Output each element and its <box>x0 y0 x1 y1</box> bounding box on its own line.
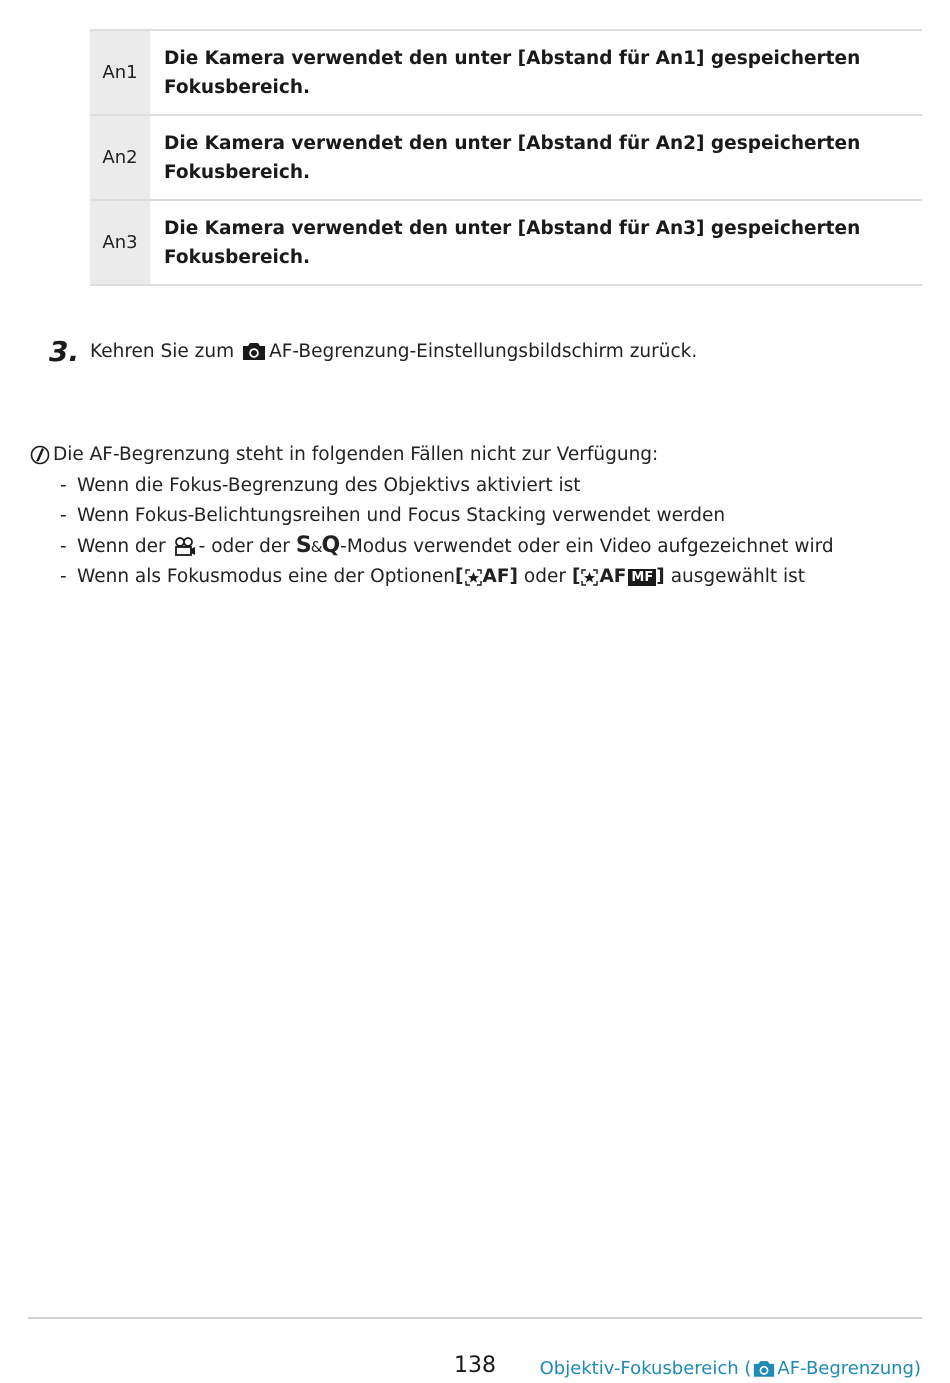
mf-badge: MF <box>628 569 656 586</box>
footer-title-before: Objektiv-Fokusbereich ( <box>539 1358 752 1379</box>
note-heading <box>30 440 930 471</box>
step-text-after: AF-Begrenzung-Einstellungsbildschirm zurück. <box>269 340 698 362</box>
note-list <box>30 471 930 593</box>
list-dash: - <box>60 535 67 557</box>
table-value: Die Kamera verwendet den unter [Abstand für An1] gespeicherten Fokusbereich. <box>150 30 922 115</box>
list-item <box>60 501 930 532</box>
list-item-text: Wenn als Fokusmodus eine der Optionen <box>77 566 456 587</box>
list-item <box>60 471 930 502</box>
list-item-text: ausgewählt ist <box>670 566 806 587</box>
starry-af-option: [ AF] <box>455 566 518 587</box>
camera-icon <box>752 1359 776 1378</box>
step-text <box>90 341 697 362</box>
list-item-text: Wenn der <box>77 535 166 557</box>
note-block <box>30 440 930 593</box>
star-icon <box>465 569 482 586</box>
list-item <box>60 532 930 563</box>
list-item-text: -Modus verwendet oder ein Video aufgezeichnet wird <box>340 535 834 557</box>
step-3 <box>49 333 697 369</box>
page-number: 138 <box>454 1353 496 1378</box>
table-key: An1 <box>90 30 150 115</box>
list-dash: - <box>60 566 67 587</box>
table-value: Die Kamera verwendet den unter [Abstand für An3] gespeicherten Fokusbereich. <box>150 200 922 285</box>
camera-icon <box>241 341 267 361</box>
table-key: An3 <box>90 200 150 285</box>
list-item-text: Wenn die Fokus-Begrenzung des Objektivs aktiviert ist <box>77 474 581 496</box>
list-item-text: Wenn Fokus-Belichtungsreihen und Focus Stacking verwendet werden <box>77 505 726 526</box>
slow-quick-mode-icon: S&Q <box>295 533 340 558</box>
step-text-before: Kehren Sie zum <box>90 340 235 362</box>
footer-section-link[interactable] <box>540 1358 921 1379</box>
list-dash: - <box>60 474 67 496</box>
footer-divider <box>28 1317 922 1319</box>
caution-icon <box>30 445 50 465</box>
table-row <box>90 30 922 115</box>
list-item-text: oder <box>523 566 566 587</box>
table-key: An2 <box>90 115 150 200</box>
step-number: 3. <box>49 334 80 368</box>
table-row <box>90 115 922 200</box>
table-row <box>90 200 922 285</box>
footer-title-after: AF-Begrenzung) <box>777 1358 921 1379</box>
star-icon <box>581 569 598 586</box>
af-limiter-table <box>90 29 922 286</box>
list-dash: - <box>60 505 67 526</box>
list-item-text: - oder der <box>198 535 290 557</box>
note-heading-text: Die AF-Begrenzung steht in folgenden Fällen nicht zur Verfügung: <box>53 444 659 465</box>
starry-af-mf-option: [ AF MF ] <box>571 566 665 587</box>
table-value: Die Kamera verwendet den unter [Abstand für An2] gespeicherten Fokusbereich. <box>150 115 922 200</box>
list-item <box>60 562 930 593</box>
movie-mode-icon <box>172 536 198 558</box>
